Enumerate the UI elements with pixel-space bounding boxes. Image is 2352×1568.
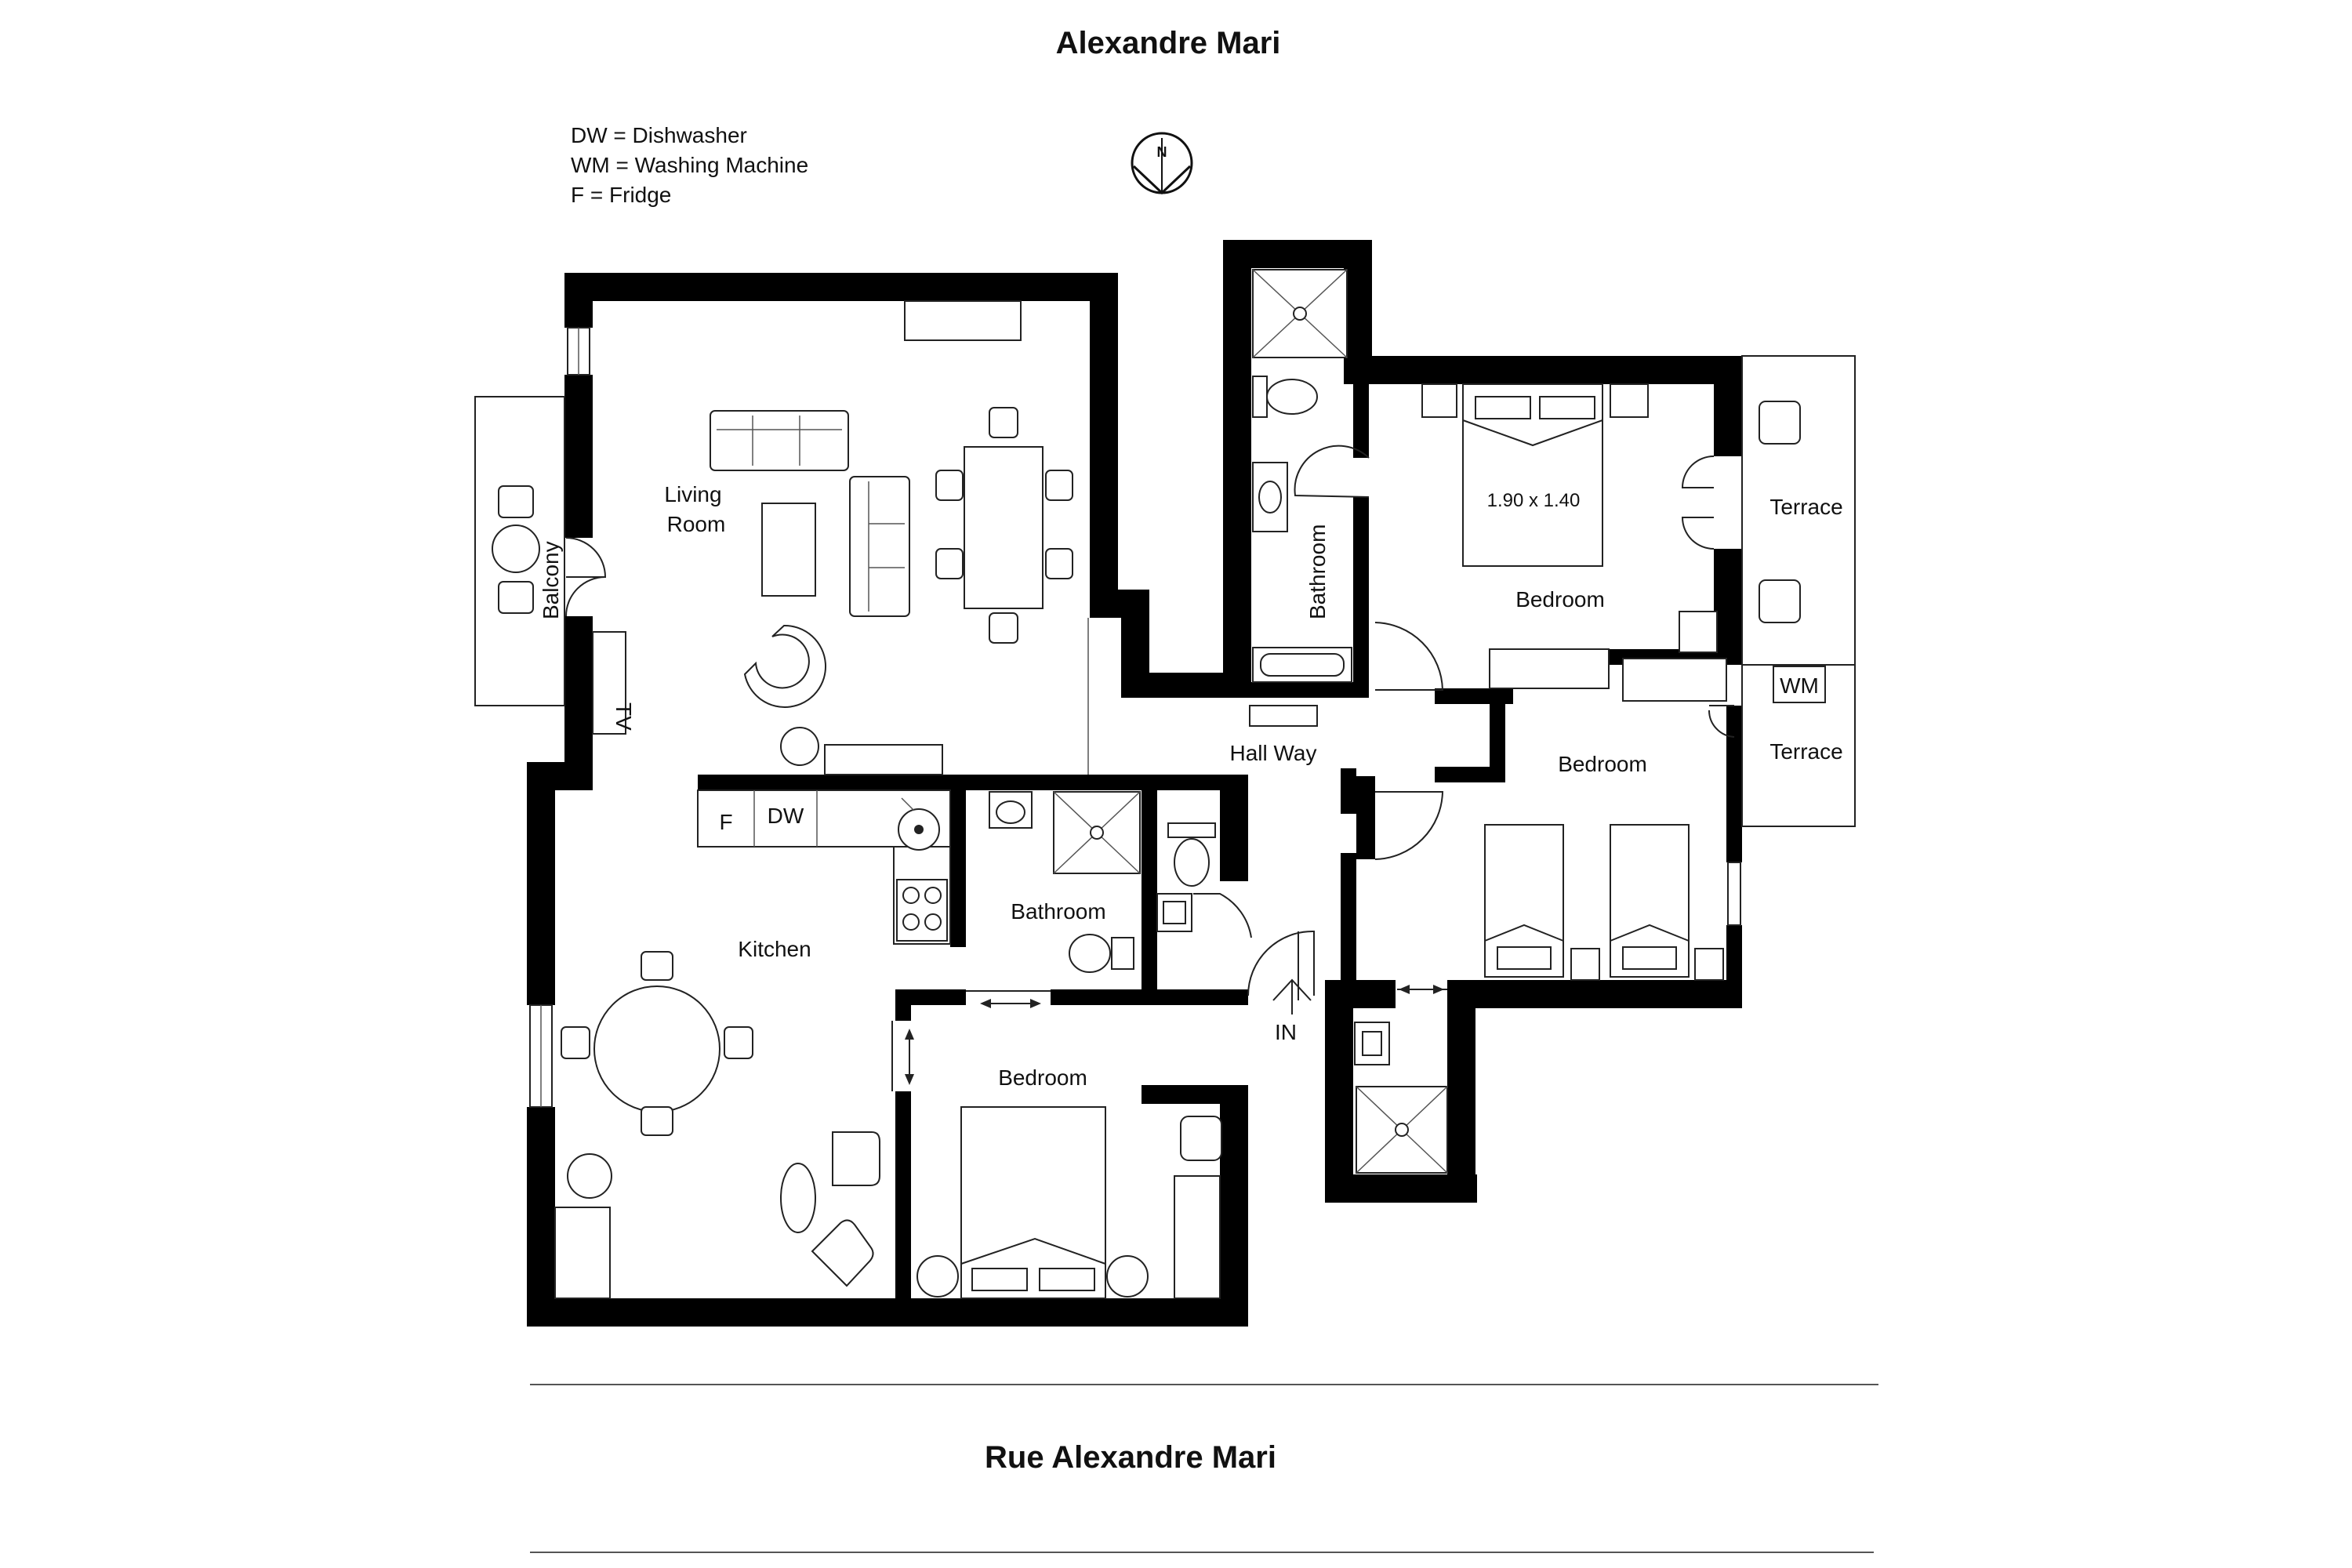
bedroom-south-label: Bedroom [998,1065,1087,1090]
wall-west-bottom [527,1107,555,1327]
kitchen-chair-left [561,1027,590,1058]
window-twin-east [1728,862,1740,925]
wall-living-right [1090,273,1118,618]
bedroom-twin-label: Bedroom [1558,752,1647,776]
legend-item-washing-machine: WM = Washing Machine [571,153,809,177]
terrace-label-1: Terrace [1769,495,1843,519]
washing-machine-label: WM [1780,673,1819,698]
wc-door[interactable] [1193,894,1251,938]
wall-shower-right-top [1447,980,1475,988]
plan-title: Alexandre Mari [1055,26,1281,60]
wall-wc-bottom [1142,989,1248,1005]
sink-center-icon [989,792,1032,828]
bedroom-master [1422,384,1717,688]
wall-kitchen-bedroom [895,989,911,1021]
bedroom-master-label: Bedroom [1515,587,1605,612]
hallway-mat [1250,706,1317,726]
fridge-label: F [719,810,733,834]
terrace [1742,356,1855,826]
wall-living-left-mid [564,375,593,538]
bathtub-north-icon [1253,648,1352,682]
wall-nbath-bottom [1223,682,1369,698]
dining-chair-5 [1046,549,1073,579]
balcony-label: Balcony [539,541,563,619]
wall-twin-left [1341,768,1356,814]
north-arrow-icon [1132,133,1192,193]
street-label: Rue Alexandre Mari [985,1440,1276,1475]
legend-item-dishwasher: DW = Dishwasher [571,123,747,147]
wall-south [527,1298,1248,1327]
kitchen-cabinet-bottom [555,1207,610,1298]
toilet-wc-icon [1168,823,1215,886]
kitchen-oval-table [781,1163,815,1232]
nightstand-master-right [1610,384,1648,417]
nightstand-left [917,1256,958,1297]
hall-door-master[interactable] [1375,622,1443,690]
toilet-north-icon [1253,376,1317,417]
hall-door-twin[interactable] [1375,792,1443,859]
sink-north-icon [1253,463,1287,532]
armchair-round [745,626,826,707]
bedroom-twin [1485,659,1734,980]
wall-master-right-mid [1714,549,1742,665]
kitchen-armchair-1 [833,1132,880,1185]
wall-kitchen-bath-divider [950,790,966,947]
balcony-door[interactable] [566,538,605,616]
twin-nightstand-2 [1695,949,1723,980]
wall-living-top [564,273,1118,301]
kitchen-chair-top [641,952,673,980]
kitchen-chair-right [724,1027,753,1058]
twin-cabinet [1623,659,1726,701]
wall-hall-to-twin [1435,767,1505,782]
bathroom-north-label: Bathroom [1305,524,1330,619]
wall-bedroom-east-stub [1142,1085,1248,1104]
wall-master-top [1344,356,1742,384]
cabinet-master-corner [1679,612,1717,652]
wall-bath-bottom [1051,989,1151,1005]
sofa-side [850,477,909,616]
dining-table [964,447,1043,608]
stove-icon [897,880,947,941]
wall-hall-twin-left [1356,776,1375,859]
kitchen-side-table [568,1154,612,1198]
wall-utility-east [1220,776,1248,881]
wall-living-left-upper [564,273,593,328]
terrace-chair-2 [1759,580,1800,622]
kitchen-armchair-2 [812,1220,873,1286]
wall-hall-top [1121,673,1239,698]
side-table-round [781,728,818,765]
legend [571,123,808,207]
wall-bedroom-east [1220,1091,1248,1327]
living-room-label-line1: Living [664,482,722,506]
kitchen-table-round [594,986,720,1112]
entrance-label: IN [1275,1020,1297,1044]
dining-chair-2 [936,470,963,500]
wardrobe-master [1490,649,1609,688]
wall-bath-wc-divider [1142,790,1157,1005]
balcony-chair-2 [499,582,533,613]
wall-nbath-left [1223,240,1251,698]
wall-shower-left [1325,980,1353,1203]
tv-label: TV [612,702,636,731]
wall-shower-right [1447,980,1475,1203]
entrance-door[interactable] [1248,931,1314,996]
sideboard [825,745,942,775]
wall-kitchen-top [698,775,1248,790]
wall-twin-bottom [1474,980,1742,1008]
wall-nbath-right-lower [1353,497,1369,698]
kitchen-label: Kitchen [738,937,811,961]
living-cabinet [905,301,1021,340]
nightstand-right [1107,1256,1148,1297]
kitchen [555,790,950,1298]
kitchen-chair-bottom [641,1107,673,1135]
wardrobe-south [1174,1176,1220,1298]
sink-south-icon [1355,1022,1389,1065]
wall-twin-right [1726,706,1742,862]
bathroom-center [966,792,1140,1008]
legend-item-fridge: F = Fridge [571,183,672,207]
dining-chair-1 [989,408,1018,437]
hallway-label: Hall Way [1229,741,1317,765]
balcony-table [492,525,539,572]
dining-chair-6 [989,613,1018,643]
wall-west-lower [527,762,555,1005]
north-label: N [1156,144,1167,160]
coffee-table [762,503,815,596]
wall-master-right-upper [1714,356,1742,456]
nightstand-master-left [1422,384,1457,417]
dishwasher-label: DW [767,804,804,828]
shower-room-south [1355,985,1447,1173]
living-room [593,301,1088,775]
terrace-door-master[interactable] [1682,456,1714,549]
sink-wc-icon [1157,894,1192,931]
bathroom-center-label: Bathroom [1011,899,1106,924]
toilet-center-icon [1069,935,1134,972]
sofa-three-seat [710,411,848,470]
dining-chair-3 [936,549,963,579]
bed-size-label: 1.90 x 1.40 [1486,490,1581,511]
bedroom-south-chair [1181,1116,1221,1160]
balcony-chair-1 [499,486,533,517]
living-room-label-line2: Room [666,512,726,536]
street [530,1385,1878,1552]
terrace-label-2: Terrace [1769,739,1843,764]
terrace-chair-1 [1759,401,1800,444]
dining-chair-4 [1046,470,1073,500]
twin-nightstand-1 [1571,949,1599,980]
wall-nbath-right-upper [1344,240,1372,358]
wall-kitchen-bedroom-lower [895,1091,911,1327]
